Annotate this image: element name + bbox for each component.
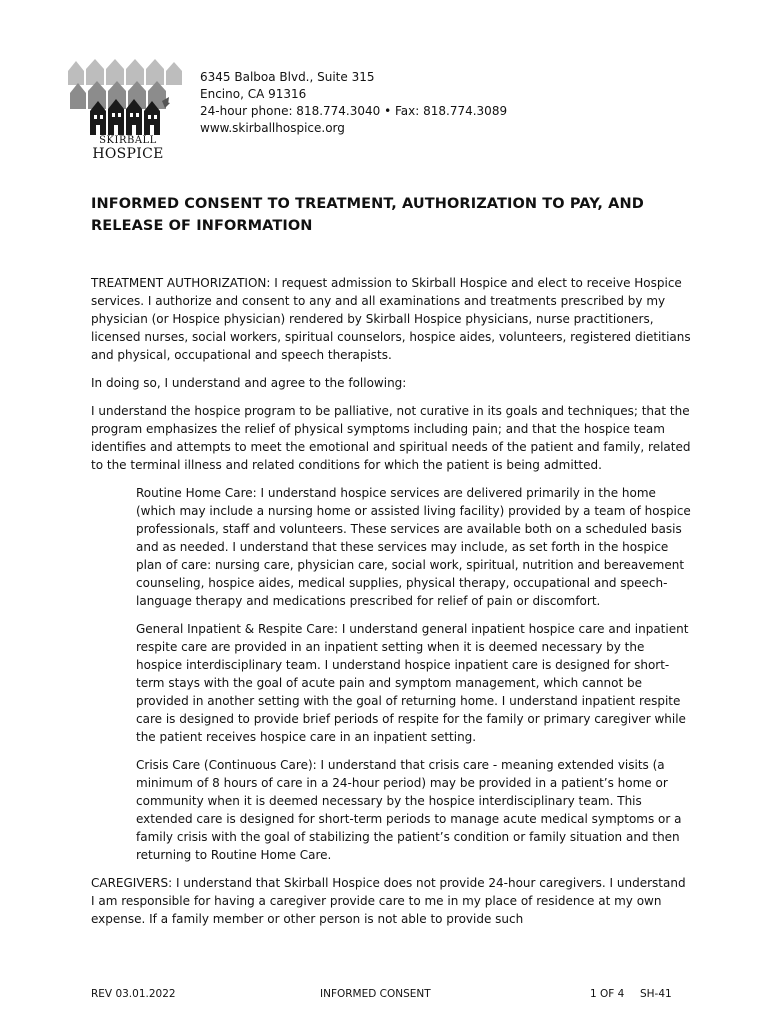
treatment-authorization-paragraph [91, 274, 691, 364]
logo-text-skirball: SKIRBALL [99, 135, 157, 146]
palliative-paragraph: I understand the hospice program to be palliative, not curative in its goals and techniques; that the program emphasizes the relief of physical symptoms including pain; and that the hospice team identifies and attempts to meet the emotional and spiritual needs of the patient and family, related to the terminal illness and related conditions for which the patient is being admitted. [91, 404, 691, 472]
in-doing-so-paragraph: In doing so, I understand and agree to the following: [91, 376, 407, 390]
routine-home-care-label: Routine Home Care: [136, 486, 257, 500]
routine-home-care-text: I understand hospice services are delivered primarily in the home (which may include a nursing home or assisted living facility) provided by a team of hospice professionals, staff and volunteers. These services are available both on a scheduled basis and as needed. I understand that these services may include, as set forth in the hospice plan of care: nursing care, physician care, social work, spiritual, nutrition and bereavement counseling, hospice aides, medical supplies, physical therapy, occupational and speech-language therapy and medications prescribed for relief of pain or discomfort. [136, 486, 691, 608]
footer-form-code: SH-41 [640, 988, 672, 1000]
address-street: 6345 Balboa Blvd., Suite 315 [200, 70, 375, 84]
address-phone: 24-hour phone: 818.774.3040 • Fax: 818.774.3089 [200, 104, 508, 118]
logo-text-hospice: HOSPICE [92, 146, 164, 162]
hospice-logo [66, 57, 186, 161]
inpatient-respite-text: I understand general inpatient hospice care and inpatient respite care are provided in an inpatient setting when it is deemed necessary by the hospice interdisciplinary team. I understand hospice inpatient care is designed for short-term stays with the goal of acute pain and symptom management, which cannot be provided in another setting with the goal of returning home. I understand inpatient respite care is designed to provide brief periods of respite for the family or primary caregiver while the patient receives hospice care in an inpatient setting. [136, 622, 689, 744]
caregivers-paragraph [91, 874, 691, 928]
inpatient-respite-label: General Inpatient & Respite Care: [136, 622, 339, 636]
address-block [200, 69, 507, 137]
address-website: www.skirballhospice.org [200, 121, 345, 135]
footer-form-name: INFORMED CONSENT [320, 988, 431, 1000]
document-title: INFORMED CONSENT TO TREATMENT, AUTHORIZATION TO PAY, AND RELEASE OF INFORMATION [91, 196, 644, 234]
document-body [91, 274, 691, 938]
caregivers-text: I understand that Skirball Hospice does not provide 24-hour caregivers. I understand I am responsible for having a caregiver provide care to me in my place of residence at my own expense. If a family member or other person is not able to provide such [91, 876, 686, 926]
caregivers-label: CAREGIVERS: [91, 876, 173, 890]
treatment-authorization-label: TREATMENT AUTHORIZATION: [91, 276, 271, 290]
footer-page-number: 1 OF 4 [590, 988, 625, 1000]
routine-home-care-paragraph [136, 484, 691, 610]
inpatient-respite-paragraph [136, 620, 691, 746]
crisis-care-paragraph [136, 756, 691, 864]
treatment-authorization-text: I request admission to Skirball Hospice and elect to receive Hospice services. I authorize and consent to any and all examinations and treatments prescribed by my physician (or Hospice physician) rendered by Skirball Hospice physicians, nurse practitioners, licensed nurses, social workers, spiritual counselors, hospice aides, volunteers, registered dietitians and physical, occupational and speech therapists. [91, 276, 691, 362]
address-city: Encino, CA 91316 [200, 87, 307, 101]
footer-revision: REV 03.01.2022 [91, 988, 176, 1000]
crisis-care-text: I understand that crisis care - meaning extended visits (a minimum of 8 hours of care in a 24-hour period) may be provided in a patient’s home or community when it is deemed necessary by the hospice interdisciplinary team. This extended care is designed for short-term periods to manage acute medical symptoms or a family crisis with the goal of stabilizing the patient’s condition or family situation and then returning to Routine Home Care. [136, 758, 682, 862]
crisis-care-label: Crisis Care (Continuous Care): [136, 758, 317, 772]
